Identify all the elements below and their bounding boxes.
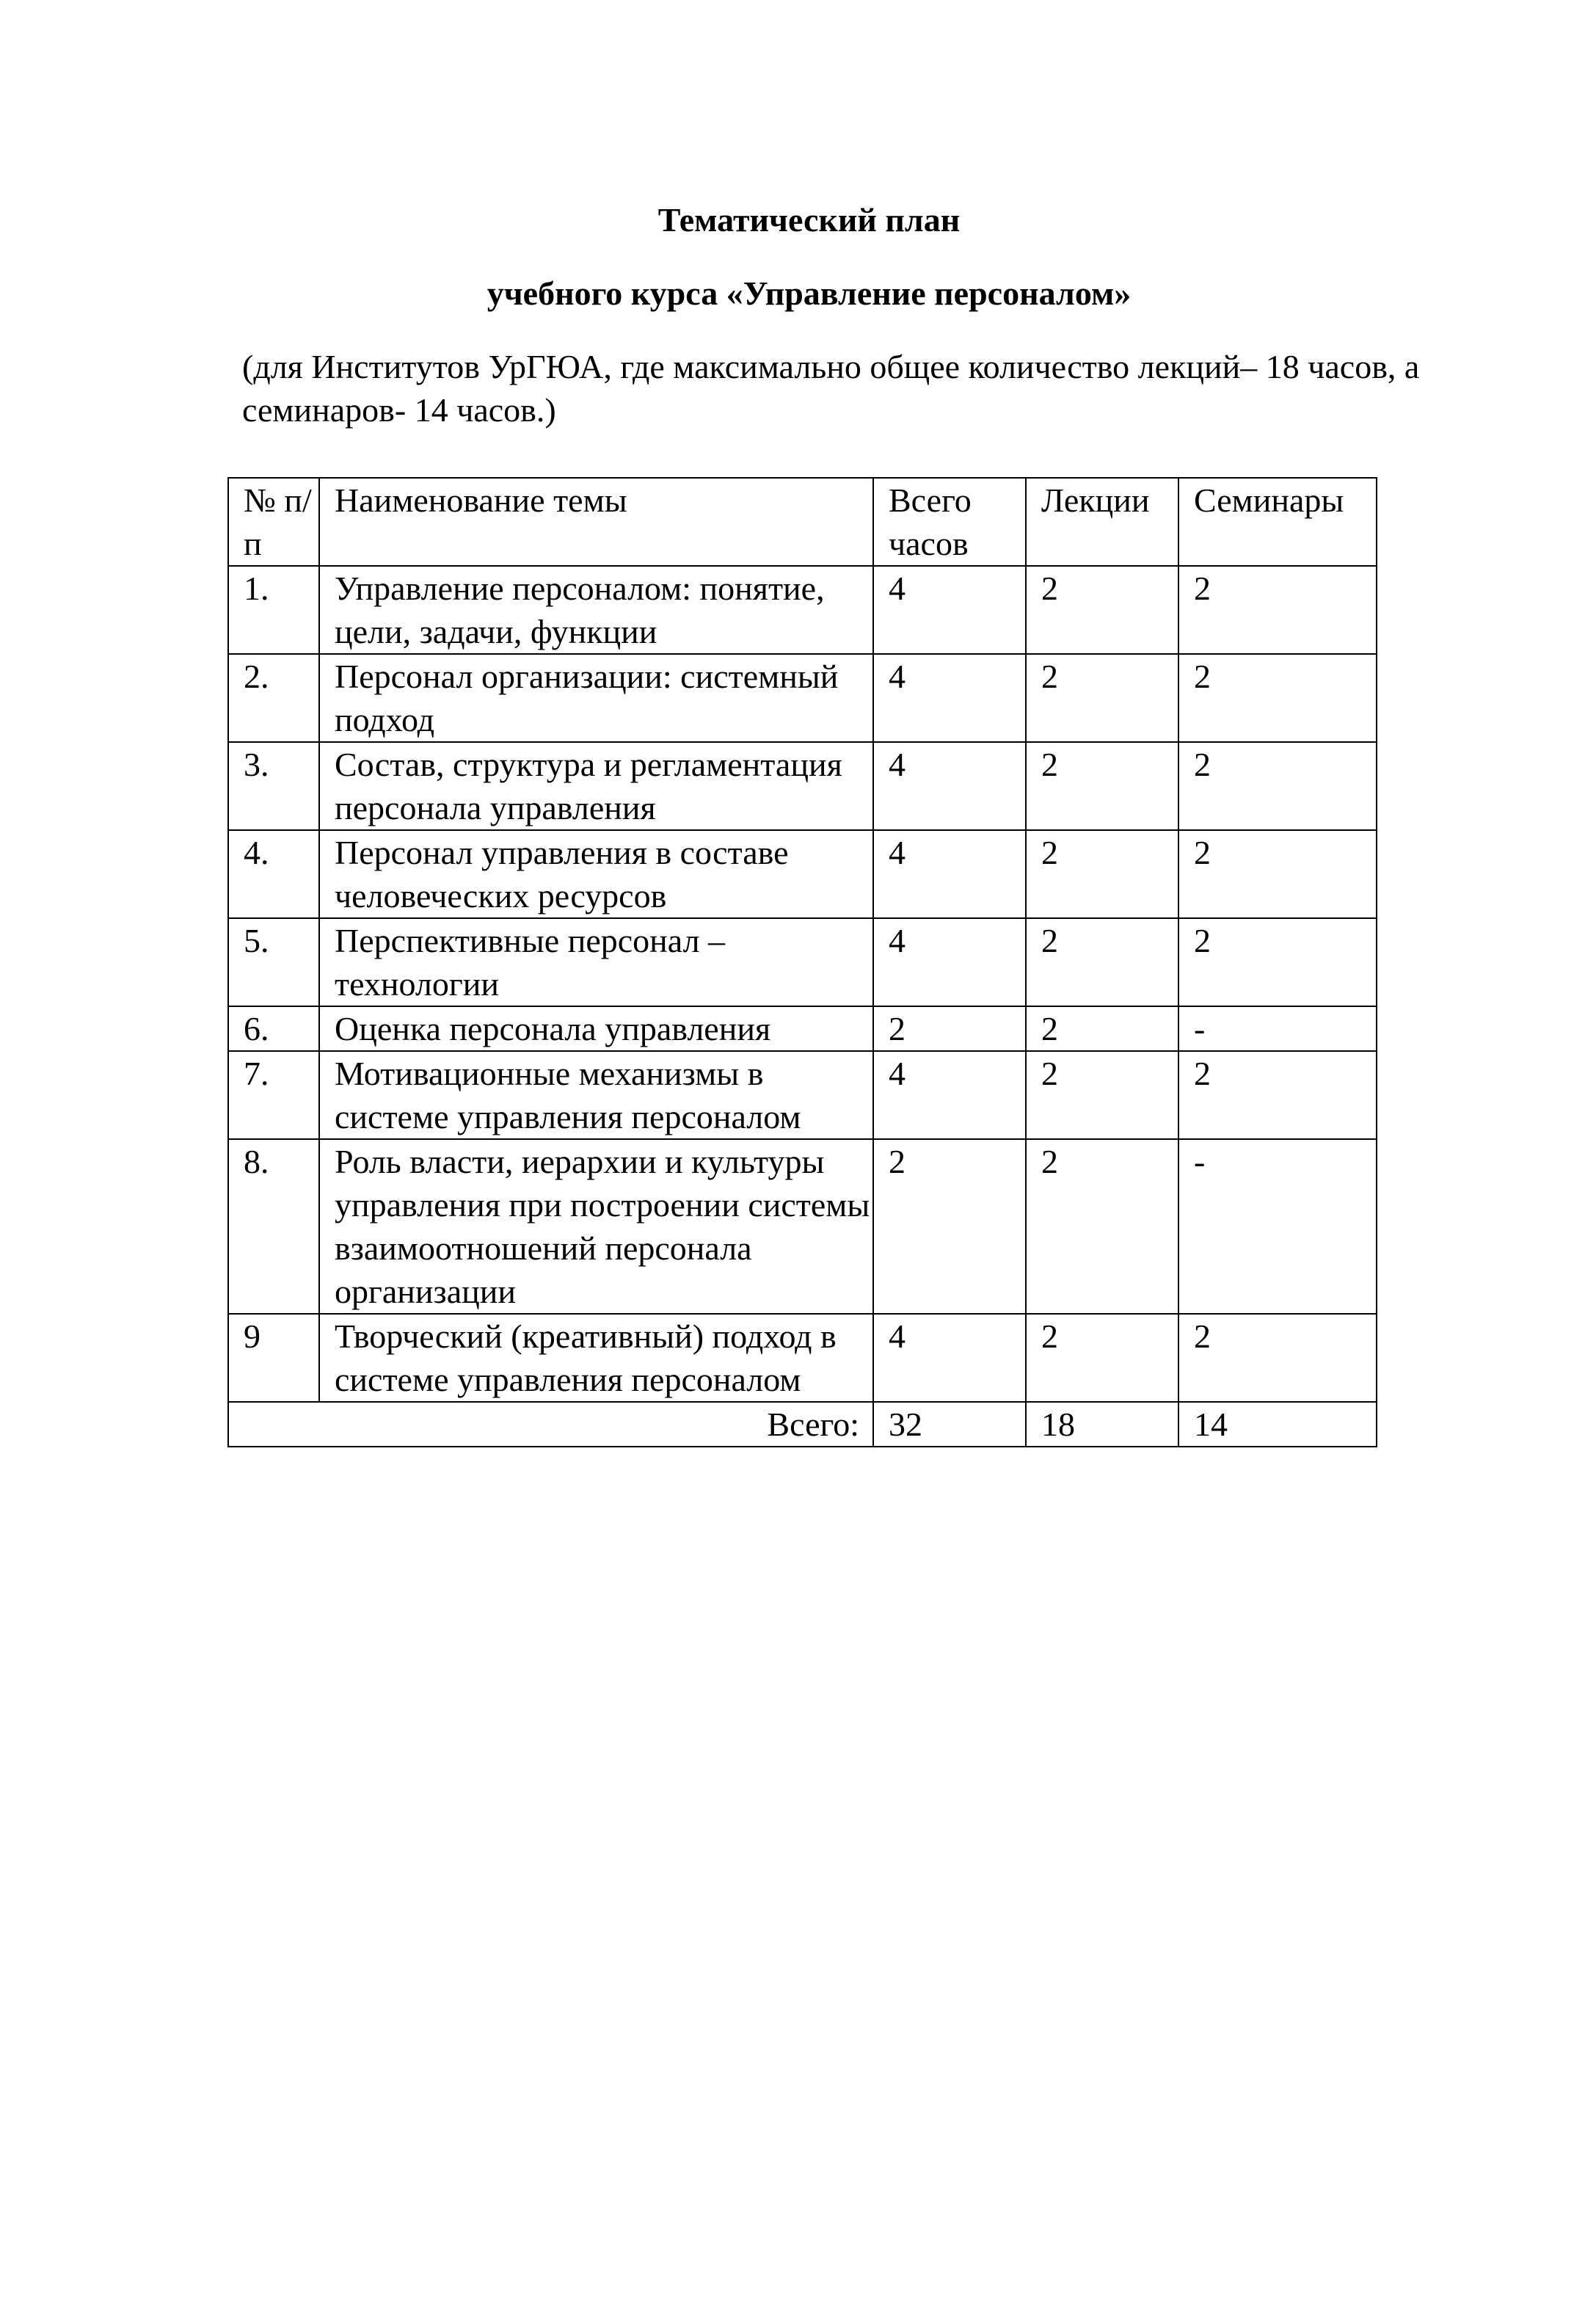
header-num: № п/п	[228, 478, 319, 566]
row-lectures: 2	[1026, 1314, 1178, 1402]
row-num: 1.	[228, 566, 319, 654]
document-subtitle: учебного курса «Управление персоналом»	[487, 275, 1132, 312]
row-num: 6.	[228, 1006, 319, 1051]
row-total-hours: 4	[873, 566, 1026, 654]
row-seminars: 2	[1178, 1051, 1377, 1139]
totals-label: Всего:	[228, 1402, 873, 1447]
table-header-row	[228, 478, 1377, 566]
row-lectures: 2	[1026, 1139, 1178, 1314]
row-seminars: 2	[1178, 830, 1377, 918]
table-row	[228, 1314, 1377, 1402]
row-lectures: 2	[1026, 918, 1178, 1006]
table-row	[228, 830, 1377, 918]
table-row	[228, 918, 1377, 1006]
row-total-hours: 4	[873, 742, 1026, 830]
row-seminars: 2	[1178, 566, 1377, 654]
row-lectures: 2	[1026, 830, 1178, 918]
row-topic: Перспективные персонал – технологии	[319, 918, 873, 1006]
intro-paragraph: (для Институтов УрГЮА, где максимально общее количество лекций– 18 часов, а семинаров- 14 часов.)	[242, 348, 1420, 429]
table-row	[228, 1139, 1377, 1314]
row-topic: Творческий (креативный) подход в системе управления персоналом	[319, 1314, 873, 1402]
row-topic: Оценка персонала управления	[319, 1006, 873, 1051]
totals-total-hours: 32	[873, 1402, 1026, 1447]
table-row	[228, 1006, 1377, 1051]
table-row	[228, 654, 1377, 742]
row-topic: Персонал управления в составе человеческих ресурсов	[319, 830, 873, 918]
thematic-plan-table	[227, 477, 1377, 1447]
row-lectures: 2	[1026, 1006, 1178, 1051]
row-num: 7.	[228, 1051, 319, 1139]
header-lectures: Лекции	[1026, 478, 1178, 566]
row-topic: Персонал организации: системный подход	[319, 654, 873, 742]
row-lectures: 2	[1026, 654, 1178, 742]
row-seminars: 2	[1178, 654, 1377, 742]
row-num: 4.	[228, 830, 319, 918]
row-num: 5.	[228, 918, 319, 1006]
totals-lectures: 18	[1026, 1402, 1178, 1447]
row-num: 2.	[228, 654, 319, 742]
table-row	[228, 1051, 1377, 1139]
row-topic: Роль власти, иерархии и культуры управления при построении системы взаимоотношений персонала организации	[319, 1139, 873, 1314]
row-total-hours: 2	[873, 1139, 1026, 1314]
row-num: 8.	[228, 1139, 319, 1314]
row-lectures: 2	[1026, 1051, 1178, 1139]
row-seminars: 2	[1178, 918, 1377, 1006]
row-seminars: -	[1178, 1006, 1377, 1051]
row-lectures: 2	[1026, 742, 1178, 830]
row-topic: Мотивационные механизмы в системе управления персоналом	[319, 1051, 873, 1139]
row-total-hours: 4	[873, 1051, 1026, 1139]
header-total-hours: Всего часов	[873, 478, 1026, 566]
header-topic: Наименование темы	[319, 478, 873, 566]
row-seminars: 2	[1178, 742, 1377, 830]
row-total-hours: 4	[873, 654, 1026, 742]
row-num: 3.	[228, 742, 319, 830]
totals-seminars: 14	[1178, 1402, 1377, 1447]
row-num: 9	[228, 1314, 319, 1402]
row-seminars: 2	[1178, 1314, 1377, 1402]
row-seminars: -	[1178, 1139, 1377, 1314]
table-row	[228, 566, 1377, 654]
row-total-hours: 2	[873, 1006, 1026, 1051]
row-lectures: 2	[1026, 566, 1178, 654]
row-total-hours: 4	[873, 830, 1026, 918]
header-seminars: Семинары	[1178, 478, 1377, 566]
row-topic: Управление персоналом: понятие, цели, задачи, функции	[319, 566, 873, 654]
table-row	[228, 742, 1377, 830]
document-title: Тематический план	[657, 201, 961, 239]
row-total-hours: 4	[873, 1314, 1026, 1402]
row-total-hours: 4	[873, 918, 1026, 1006]
row-topic: Состав, структура и регламентация персонала управления	[319, 742, 873, 830]
totals-row	[228, 1402, 1377, 1447]
